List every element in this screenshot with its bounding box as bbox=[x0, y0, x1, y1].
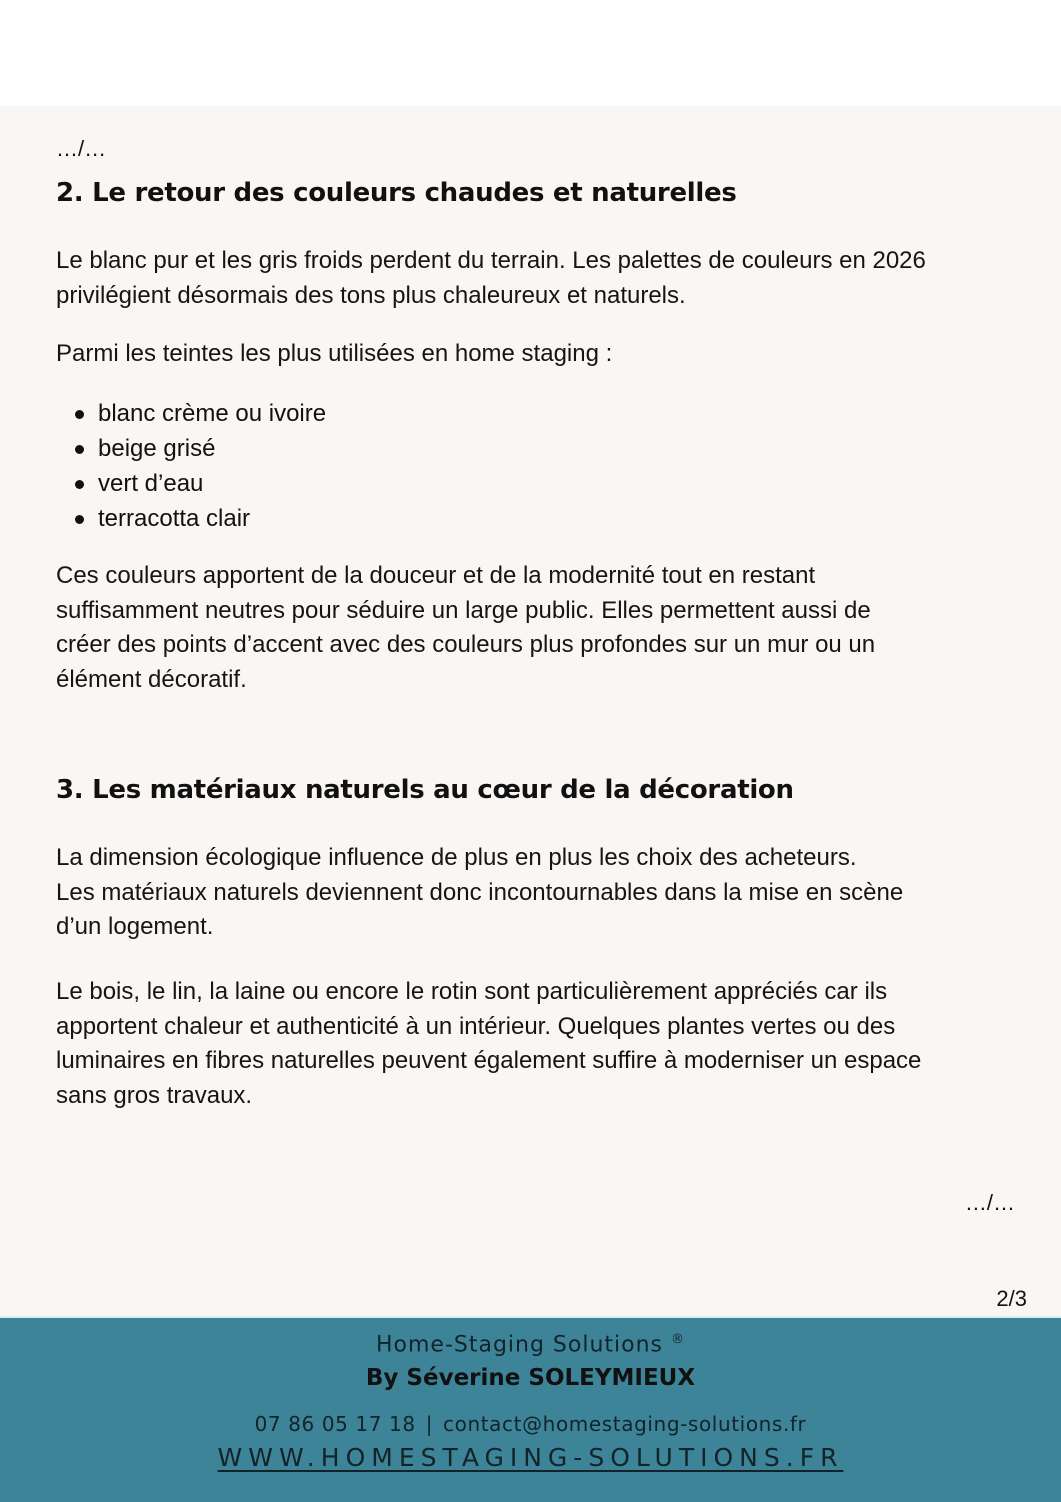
footer-contact bbox=[0, 1412, 1061, 1436]
text-line: Ces couleurs apportent de la douceur et de la modernité tout en restant bbox=[56, 562, 816, 589]
bullet-icon bbox=[75, 480, 84, 489]
continuation-marker-top: …/… bbox=[56, 136, 107, 161]
list-item bbox=[56, 466, 326, 501]
bullet-icon bbox=[75, 515, 84, 524]
text-line: créer des points d’accent avec des couleurs plus profondes sur un mur ou un bbox=[56, 631, 876, 659]
text-line: La dimension écologique influence de plus en plus les choix des acheteurs. bbox=[56, 844, 857, 871]
list-item bbox=[56, 396, 326, 431]
text-line: suffisamment neutres pour séduire un large public. Elles permettent aussi de bbox=[56, 596, 871, 624]
registered-trademark-icon: ® bbox=[671, 1332, 686, 1347]
document-page bbox=[0, 106, 1061, 1318]
section-2-heading: 2. Le retour des couleurs chaudes et naturelles bbox=[56, 178, 737, 208]
section-3-paragraph-2 bbox=[56, 975, 1016, 1113]
text-line: d’un logement. bbox=[56, 913, 214, 941]
brand-name: Home-Staging Solutions bbox=[375, 1332, 664, 1358]
list-item-text: beige grisé bbox=[98, 435, 216, 462]
text-line: sans gros travaux. bbox=[56, 1081, 253, 1109]
text-line: Le bois, le lin, la laine ou encore le rotin sont particulièrement appréciés car ils bbox=[56, 978, 888, 1005]
section-2-closing bbox=[56, 559, 1016, 697]
email-link[interactable]: contact@homestaging-solutions.fr bbox=[443, 1412, 807, 1436]
section-2-intro bbox=[56, 244, 1016, 313]
website-link[interactable]: WWW.HOMESTAGING-SOLUTIONS.FR bbox=[217, 1443, 844, 1472]
contact-separator: | bbox=[425, 1412, 434, 1436]
text-line: luminaires en fibres naturelles peuvent également suffire à moderniser un espace bbox=[56, 1047, 922, 1075]
bullet-icon bbox=[75, 410, 84, 419]
footer-brand bbox=[0, 1332, 1061, 1357]
text-line: apportent chaleur et authenticité à un intérieur. Quelques plantes vertes ou des bbox=[56, 1012, 896, 1040]
text-line: Le blanc pur et les gris froids perdent du terrain. Les palettes de couleurs en 2026 bbox=[56, 247, 926, 274]
footer bbox=[0, 1316, 1061, 1502]
section-3-heading: 3. Les matériaux naturels au cœur de la décoration bbox=[56, 775, 794, 805]
bullet-icon bbox=[75, 445, 84, 454]
text-line: Parmi les teintes les plus utilisées en home staging : bbox=[56, 340, 613, 367]
continuation-marker-bottom: …/… bbox=[964, 1190, 1015, 1215]
footer-author: By Séverine SOLEYMIEUX bbox=[365, 1365, 696, 1391]
phone-number[interactable]: 07 86 05 17 18 bbox=[254, 1412, 416, 1436]
section-2-list-intro bbox=[56, 337, 1016, 372]
text-line: Les matériaux naturels deviennent donc incontournables dans la mise en scène bbox=[56, 878, 904, 906]
page-number: 2/3 bbox=[996, 1286, 1027, 1311]
list-item-text: blanc crème ou ivoire bbox=[98, 400, 327, 427]
list-item-text: terracotta clair bbox=[98, 505, 251, 532]
text-line: privilégient désormais des tons plus chaleureux et naturels. bbox=[56, 281, 686, 309]
list-item bbox=[56, 431, 326, 466]
text-line: élément décoratif. bbox=[56, 665, 247, 693]
list-item-text: vert d’eau bbox=[98, 470, 204, 497]
section-3-paragraph-1 bbox=[56, 841, 1016, 945]
list-item bbox=[56, 501, 326, 536]
color-list bbox=[56, 396, 326, 536]
